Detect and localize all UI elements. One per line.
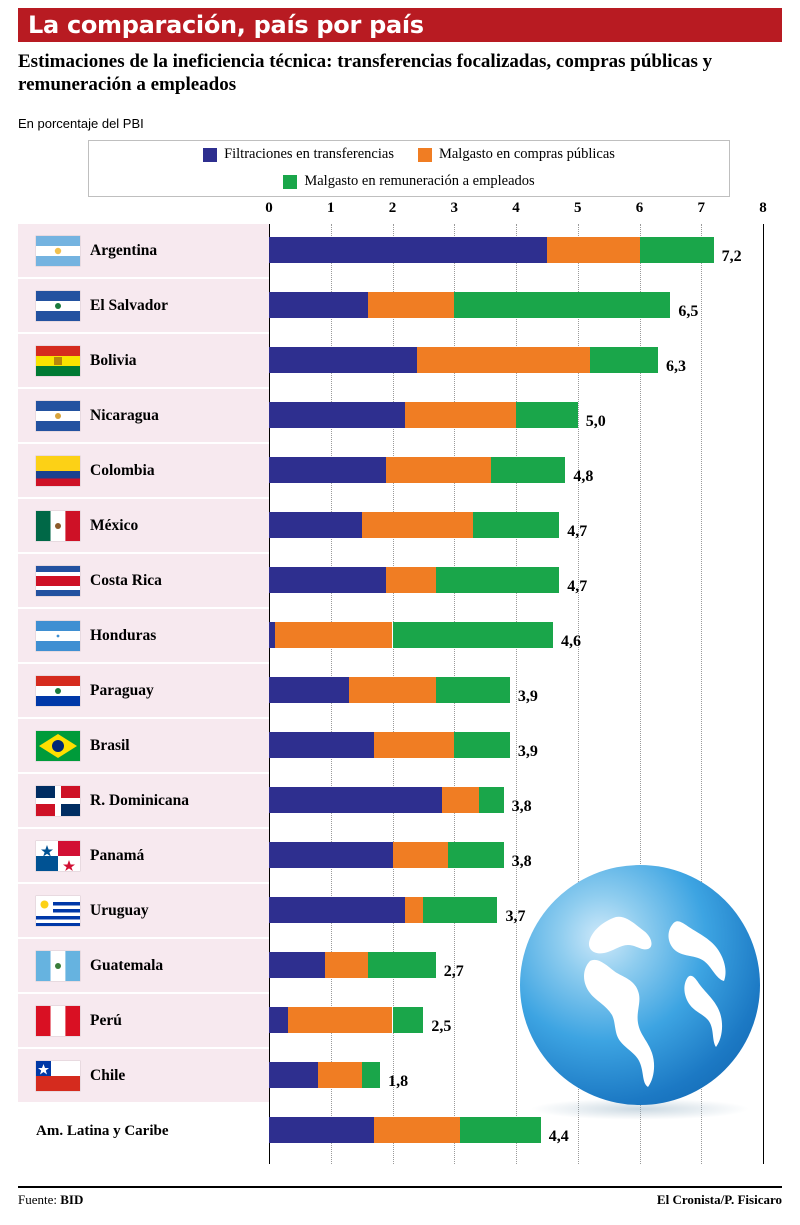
globe-icon — [520, 865, 760, 1105]
stacked-bar — [269, 292, 763, 318]
stacked-bar — [269, 622, 763, 648]
stacked-bar — [269, 347, 763, 373]
bar-segment-transferencias — [269, 842, 393, 868]
flag-panama-icon — [36, 841, 80, 871]
flag-honduras-icon — [36, 621, 80, 651]
flag-mexico-icon — [36, 511, 80, 541]
flag-bolivia-icon — [36, 346, 80, 376]
stacked-bar — [269, 237, 763, 263]
country-label: Paraguay — [90, 681, 154, 699]
chart-subtitle: Estimaciones de la ineficiencia técnica: transferencias focalizadas, compras públicas y remuneración a empleados — [18, 51, 713, 95]
bar-segment-remuneracion — [393, 1007, 424, 1033]
country-label: Guatemala — [90, 956, 164, 974]
bar-segment-transferencias — [269, 1007, 288, 1033]
x-axis-tick-labels — [18, 200, 782, 224]
flag-costa-rica-icon — [36, 566, 80, 596]
bar-segment-compras — [386, 457, 491, 483]
country-cell — [18, 279, 269, 334]
chart-row — [18, 664, 782, 719]
country-label: Bolivia — [90, 351, 137, 369]
legend-item-remuneracion — [283, 173, 534, 190]
bar-segment-remuneracion — [436, 567, 560, 593]
bar-segment-remuneracion — [423, 897, 497, 923]
legend-swatch-icon — [203, 148, 217, 162]
source-value: BID — [60, 1192, 84, 1207]
country-cell — [18, 719, 269, 774]
bar-segment-compras — [275, 622, 392, 648]
bar-segment-compras — [374, 732, 454, 758]
bar-value-label: 4,7 — [567, 523, 588, 540]
bar-segment-remuneracion — [640, 237, 714, 263]
country-label: Chile — [90, 1066, 126, 1084]
bar-segment-remuneracion — [454, 732, 510, 758]
x-axis-tick: 6 — [635, 200, 644, 216]
country-cell — [18, 224, 269, 279]
stacked-bar — [269, 1117, 763, 1143]
legend-label: Malgasto en compras públicas — [438, 146, 615, 162]
source-note — [18, 1192, 83, 1208]
country-cell — [18, 939, 269, 994]
country-label: R. Dominicana — [90, 791, 190, 809]
chart-row — [18, 499, 782, 554]
country-label: México — [90, 516, 139, 534]
flag-nicaragua-icon — [36, 401, 80, 431]
bar-value-label: 4,7 — [567, 578, 588, 595]
bar-value-label: 3,9 — [517, 743, 538, 760]
flag-r-dominicana-icon — [36, 786, 80, 816]
x-axis-tick: 5 — [574, 200, 582, 216]
chart-row — [18, 334, 782, 389]
x-axis-tick: 1 — [327, 200, 335, 216]
bar-segment-remuneracion — [448, 842, 504, 868]
stacked-bar — [269, 457, 763, 483]
flag-peru-icon — [36, 1006, 80, 1036]
bar-segment-transferencias — [269, 952, 325, 978]
flag-brasil-icon — [36, 731, 80, 761]
country-label: Perú — [90, 1011, 122, 1029]
bar-segment-remuneracion — [436, 677, 510, 703]
x-axis-tick: 2 — [388, 200, 397, 216]
country-cell — [18, 774, 269, 829]
bar-segment-transferencias — [269, 457, 386, 483]
source-label: Fuente: — [18, 1192, 57, 1207]
bar-segment-compras — [405, 402, 516, 428]
country-label: Colombia — [90, 461, 155, 479]
bar-segment-transferencias — [269, 897, 405, 923]
country-cell — [18, 334, 269, 389]
country-label: Nicaragua — [90, 406, 159, 424]
flag-chile-icon — [36, 1061, 80, 1091]
legend-swatch-icon — [283, 175, 297, 189]
chart-row — [18, 554, 782, 609]
chart-legend — [88, 140, 730, 197]
x-axis-tick: 8 — [759, 200, 767, 216]
legend-item-compras — [418, 146, 615, 163]
bar-segment-transferencias — [269, 567, 386, 593]
bar-segment-compras — [325, 952, 368, 978]
chart-row — [18, 389, 782, 444]
bar-segment-transferencias — [269, 787, 442, 813]
country-label: Argentina — [90, 241, 158, 259]
bar-value-label: 6,5 — [678, 303, 699, 320]
country-label: Panamá — [90, 846, 145, 864]
stacked-bar — [269, 677, 763, 703]
country-cell — [18, 554, 269, 609]
legend-swatch-icon — [418, 148, 432, 162]
bar-segment-compras — [368, 292, 454, 318]
flag-guatemala-icon — [36, 951, 80, 981]
country-label: Brasil — [90, 736, 130, 754]
bar-value-label: 4,6 — [561, 633, 582, 650]
country-cell — [18, 444, 269, 499]
x-axis-tick: 4 — [512, 200, 520, 216]
legend-item-transferencias — [203, 146, 394, 163]
bar-segment-remuneracion — [516, 402, 578, 428]
stacked-bar — [269, 402, 763, 428]
bar-segment-remuneracion — [590, 347, 658, 373]
chart-row — [18, 279, 782, 334]
bar-segment-transferencias — [269, 1062, 318, 1088]
legend-row-1 — [89, 141, 729, 168]
country-label: Am. Latina y Caribe — [36, 1123, 169, 1139]
legend-row-2 — [89, 168, 729, 195]
bar-segment-transferencias — [269, 1117, 374, 1143]
flag-uruguay-icon — [36, 896, 80, 926]
bar-segment-compras — [405, 897, 424, 923]
legend-label: Filtraciones en transferencias — [224, 146, 394, 162]
bar-segment-transferencias — [269, 512, 362, 538]
bar-segment-compras — [288, 1007, 393, 1033]
chart-row — [18, 444, 782, 499]
bar-segment-transferencias — [269, 347, 417, 373]
x-axis-tick: 3 — [450, 200, 458, 216]
bar-segment-transferencias — [269, 402, 405, 428]
bar-segment-compras — [442, 787, 479, 813]
bar-value-label: 5,0 — [585, 413, 606, 430]
bar-segment-compras — [417, 347, 590, 373]
bar-segment-compras — [374, 1117, 460, 1143]
flag-paraguay-icon — [36, 676, 80, 706]
country-cell — [18, 499, 269, 554]
bar-segment-remuneracion — [454, 292, 670, 318]
x-axis-tick: 7 — [697, 200, 705, 216]
flag-colombia-icon — [36, 456, 80, 486]
country-cell — [18, 664, 269, 719]
country-cell — [18, 1049, 269, 1104]
country-label: El Salvador — [90, 296, 168, 314]
bar-segment-remuneracion — [393, 622, 554, 648]
credit-note: El Cronista/P. Fisicaro — [656, 1192, 782, 1207]
bar-segment-transferencias — [269, 677, 349, 703]
bar-segment-transferencias — [269, 237, 547, 263]
bar-value-label: 7,2 — [721, 248, 742, 265]
country-cell — [18, 609, 269, 664]
bar-segment-compras — [349, 677, 435, 703]
country-label: Costa Rica — [90, 571, 162, 589]
flag-el-salvador-icon — [36, 291, 80, 321]
bar-value-label: 3,8 — [511, 798, 532, 815]
country-cell — [18, 1104, 269, 1159]
bar-value-label: 1,8 — [388, 1073, 409, 1090]
bar-value-label: 3,7 — [505, 908, 526, 925]
bar-value-label: 4,8 — [573, 468, 594, 485]
chart-row — [18, 774, 782, 829]
bar-segment-transferencias — [269, 292, 368, 318]
x-axis-tick: 0 — [265, 200, 273, 216]
bar-segment-remuneracion — [473, 512, 559, 538]
bar-value-label: 3,9 — [517, 688, 538, 705]
country-cell — [18, 884, 269, 939]
chart-row — [18, 224, 782, 279]
bar-segment-compras — [318, 1062, 361, 1088]
chart-units-label: En porcentaje del PBI — [18, 116, 144, 131]
stacked-bar — [269, 732, 763, 758]
bar-value-label: 6,3 — [666, 358, 687, 375]
bar-value-label: 4,4 — [548, 1128, 569, 1145]
chart-row — [18, 609, 782, 664]
stacked-bar — [269, 512, 763, 538]
bar-segment-compras — [386, 567, 435, 593]
stacked-bar — [269, 787, 763, 813]
bar-value-label: 2,5 — [431, 1018, 452, 1035]
footer-divider — [18, 1186, 782, 1188]
globe-continents-icon — [520, 865, 760, 1105]
bar-segment-transferencias — [269, 732, 374, 758]
bar-segment-remuneracion — [362, 1062, 381, 1088]
bar-value-label: 2,7 — [443, 963, 464, 980]
country-cell — [18, 994, 269, 1049]
bar-segment-remuneracion — [368, 952, 436, 978]
chart-row — [18, 719, 782, 774]
bar-segment-compras — [547, 237, 640, 263]
bar-segment-remuneracion — [491, 457, 565, 483]
bar-segment-compras — [393, 842, 449, 868]
bar-segment-remuneracion — [460, 1117, 540, 1143]
stacked-bar — [269, 842, 763, 868]
bar-segment-remuneracion — [479, 787, 504, 813]
page-title: La comparación, país por país — [28, 11, 424, 39]
bar-value-label: 3,8 — [511, 853, 532, 870]
bar-segment-compras — [362, 512, 473, 538]
flag-argentina-icon — [36, 236, 80, 266]
country-label: Honduras — [90, 626, 157, 644]
title-bar — [18, 8, 782, 42]
stacked-bar — [269, 567, 763, 593]
country-label: Uruguay — [90, 901, 149, 919]
country-cell — [18, 829, 269, 884]
legend-label: Malgasto en remuneración a empleados — [304, 173, 535, 189]
country-cell — [18, 389, 269, 444]
